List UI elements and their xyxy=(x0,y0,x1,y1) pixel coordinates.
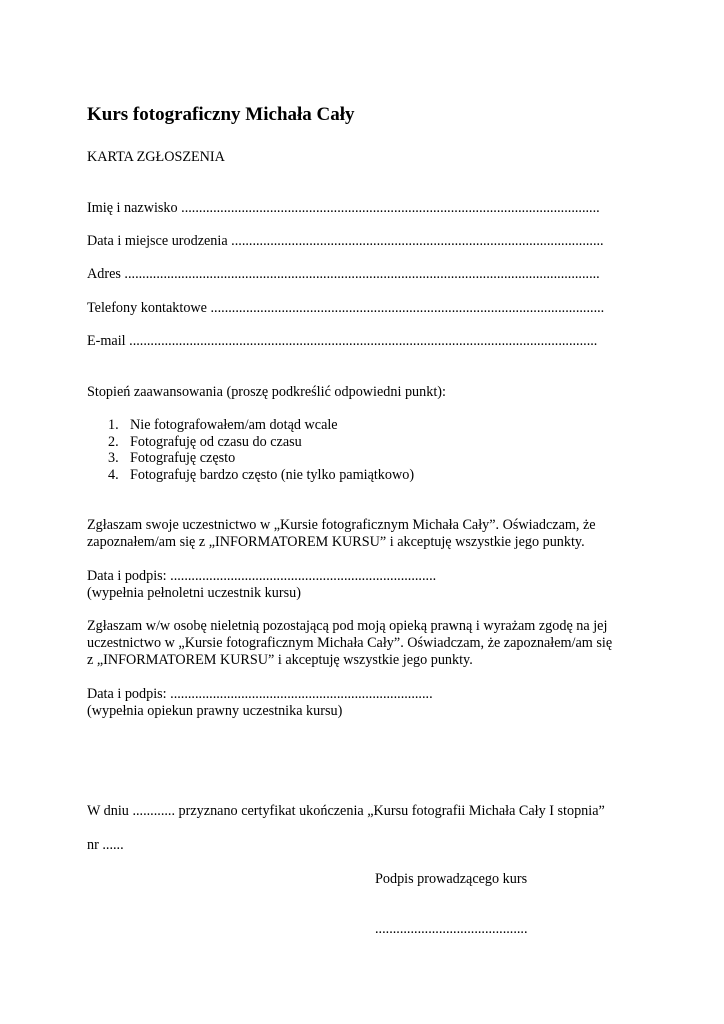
list-number: 4. xyxy=(108,466,119,483)
level-prompt: Stopień zaawansowania (proszę podkreślić odpowiedni punkt): xyxy=(87,384,446,400)
adult-signature-note: (wypełnia pełnoletni uczestnik kursu) xyxy=(87,585,301,601)
list-item xyxy=(108,434,414,451)
adult-declaration-line: Zgłaszam swoje uczestnictwo w „Kursie fotograficznym Michała Cały”. Oświadczam, że xyxy=(87,517,596,533)
phone-field-line: Telefony kontaktowe ............................................................................................................... xyxy=(87,300,605,316)
birth-date-place-field-line: Data i miejsce urodzenia ......................................................................................................... xyxy=(87,233,604,249)
page-title: Kurs fotograficzny Michała Cały xyxy=(87,104,355,125)
list-item xyxy=(108,450,414,467)
list-number: 2. xyxy=(108,433,119,450)
name-field-line: Imię i nazwisko ...................................................................................................................... xyxy=(87,200,600,216)
adult-declaration xyxy=(87,517,596,551)
list-number: 3. xyxy=(108,450,119,466)
form-subtitle: KARTA ZGŁOSZENIA xyxy=(87,149,225,165)
adult-signature-block xyxy=(87,568,436,602)
list-item xyxy=(108,467,414,484)
adult-declaration-line: zapoznałem/am się z „INFORMATOREM KURSU” i akceptuję wszystkie jego punkty. xyxy=(87,534,585,550)
guardian-signature-note: (wypełnia opiekun prawny uczestnika kursu) xyxy=(87,703,343,719)
level-list xyxy=(108,417,414,483)
guardian-signature-block xyxy=(87,686,433,720)
guardian-declaration-line: Zgłaszam w/w osobę nieletnią pozostającą pod moją opieką prawną i wyrażam zgodę na jej xyxy=(87,618,608,634)
certificate-line: W dniu ............ przyznano certyfikat ukończenia „Kursu fotografii Michała Cały I stopnia” xyxy=(87,803,605,819)
certificate-number: nr ...... xyxy=(87,837,124,853)
list-item-text: Nie fotografowałem/am dotąd wcale xyxy=(130,417,338,433)
guardian-signature-line: Data i podpis: .......................................................................... xyxy=(87,686,433,702)
list-item-text: Fotografuję od czasu do czasu xyxy=(130,433,302,450)
adult-signature-line: Data i podpis: ........................................................................... xyxy=(87,568,437,584)
email-field-line: E-mail .................................................................................................................................... xyxy=(87,333,598,349)
list-item xyxy=(108,417,414,434)
list-item-text: Fotografuję często xyxy=(130,450,236,466)
address-field-line: Adres ...................................................................................................................................... xyxy=(87,266,600,282)
guardian-declaration-line: z „INFORMATOREM KURSU” i akceptuję wszystkie jego punkty. xyxy=(87,652,473,668)
instructor-signature-line: ........................................... xyxy=(375,921,528,937)
guardian-declaration-line: uczestnictwo w „Kursie fotograficznym Michała Cały”. Oświadczam, że zapoznałem/am się xyxy=(87,635,613,651)
list-item-text: Fotografuję bardzo często (nie tylko pamiątkowo) xyxy=(130,466,415,483)
guardian-declaration xyxy=(87,618,612,669)
instructor-signature-label: Podpis prowadzącego kurs xyxy=(375,871,528,887)
list-number: 1. xyxy=(108,417,119,433)
